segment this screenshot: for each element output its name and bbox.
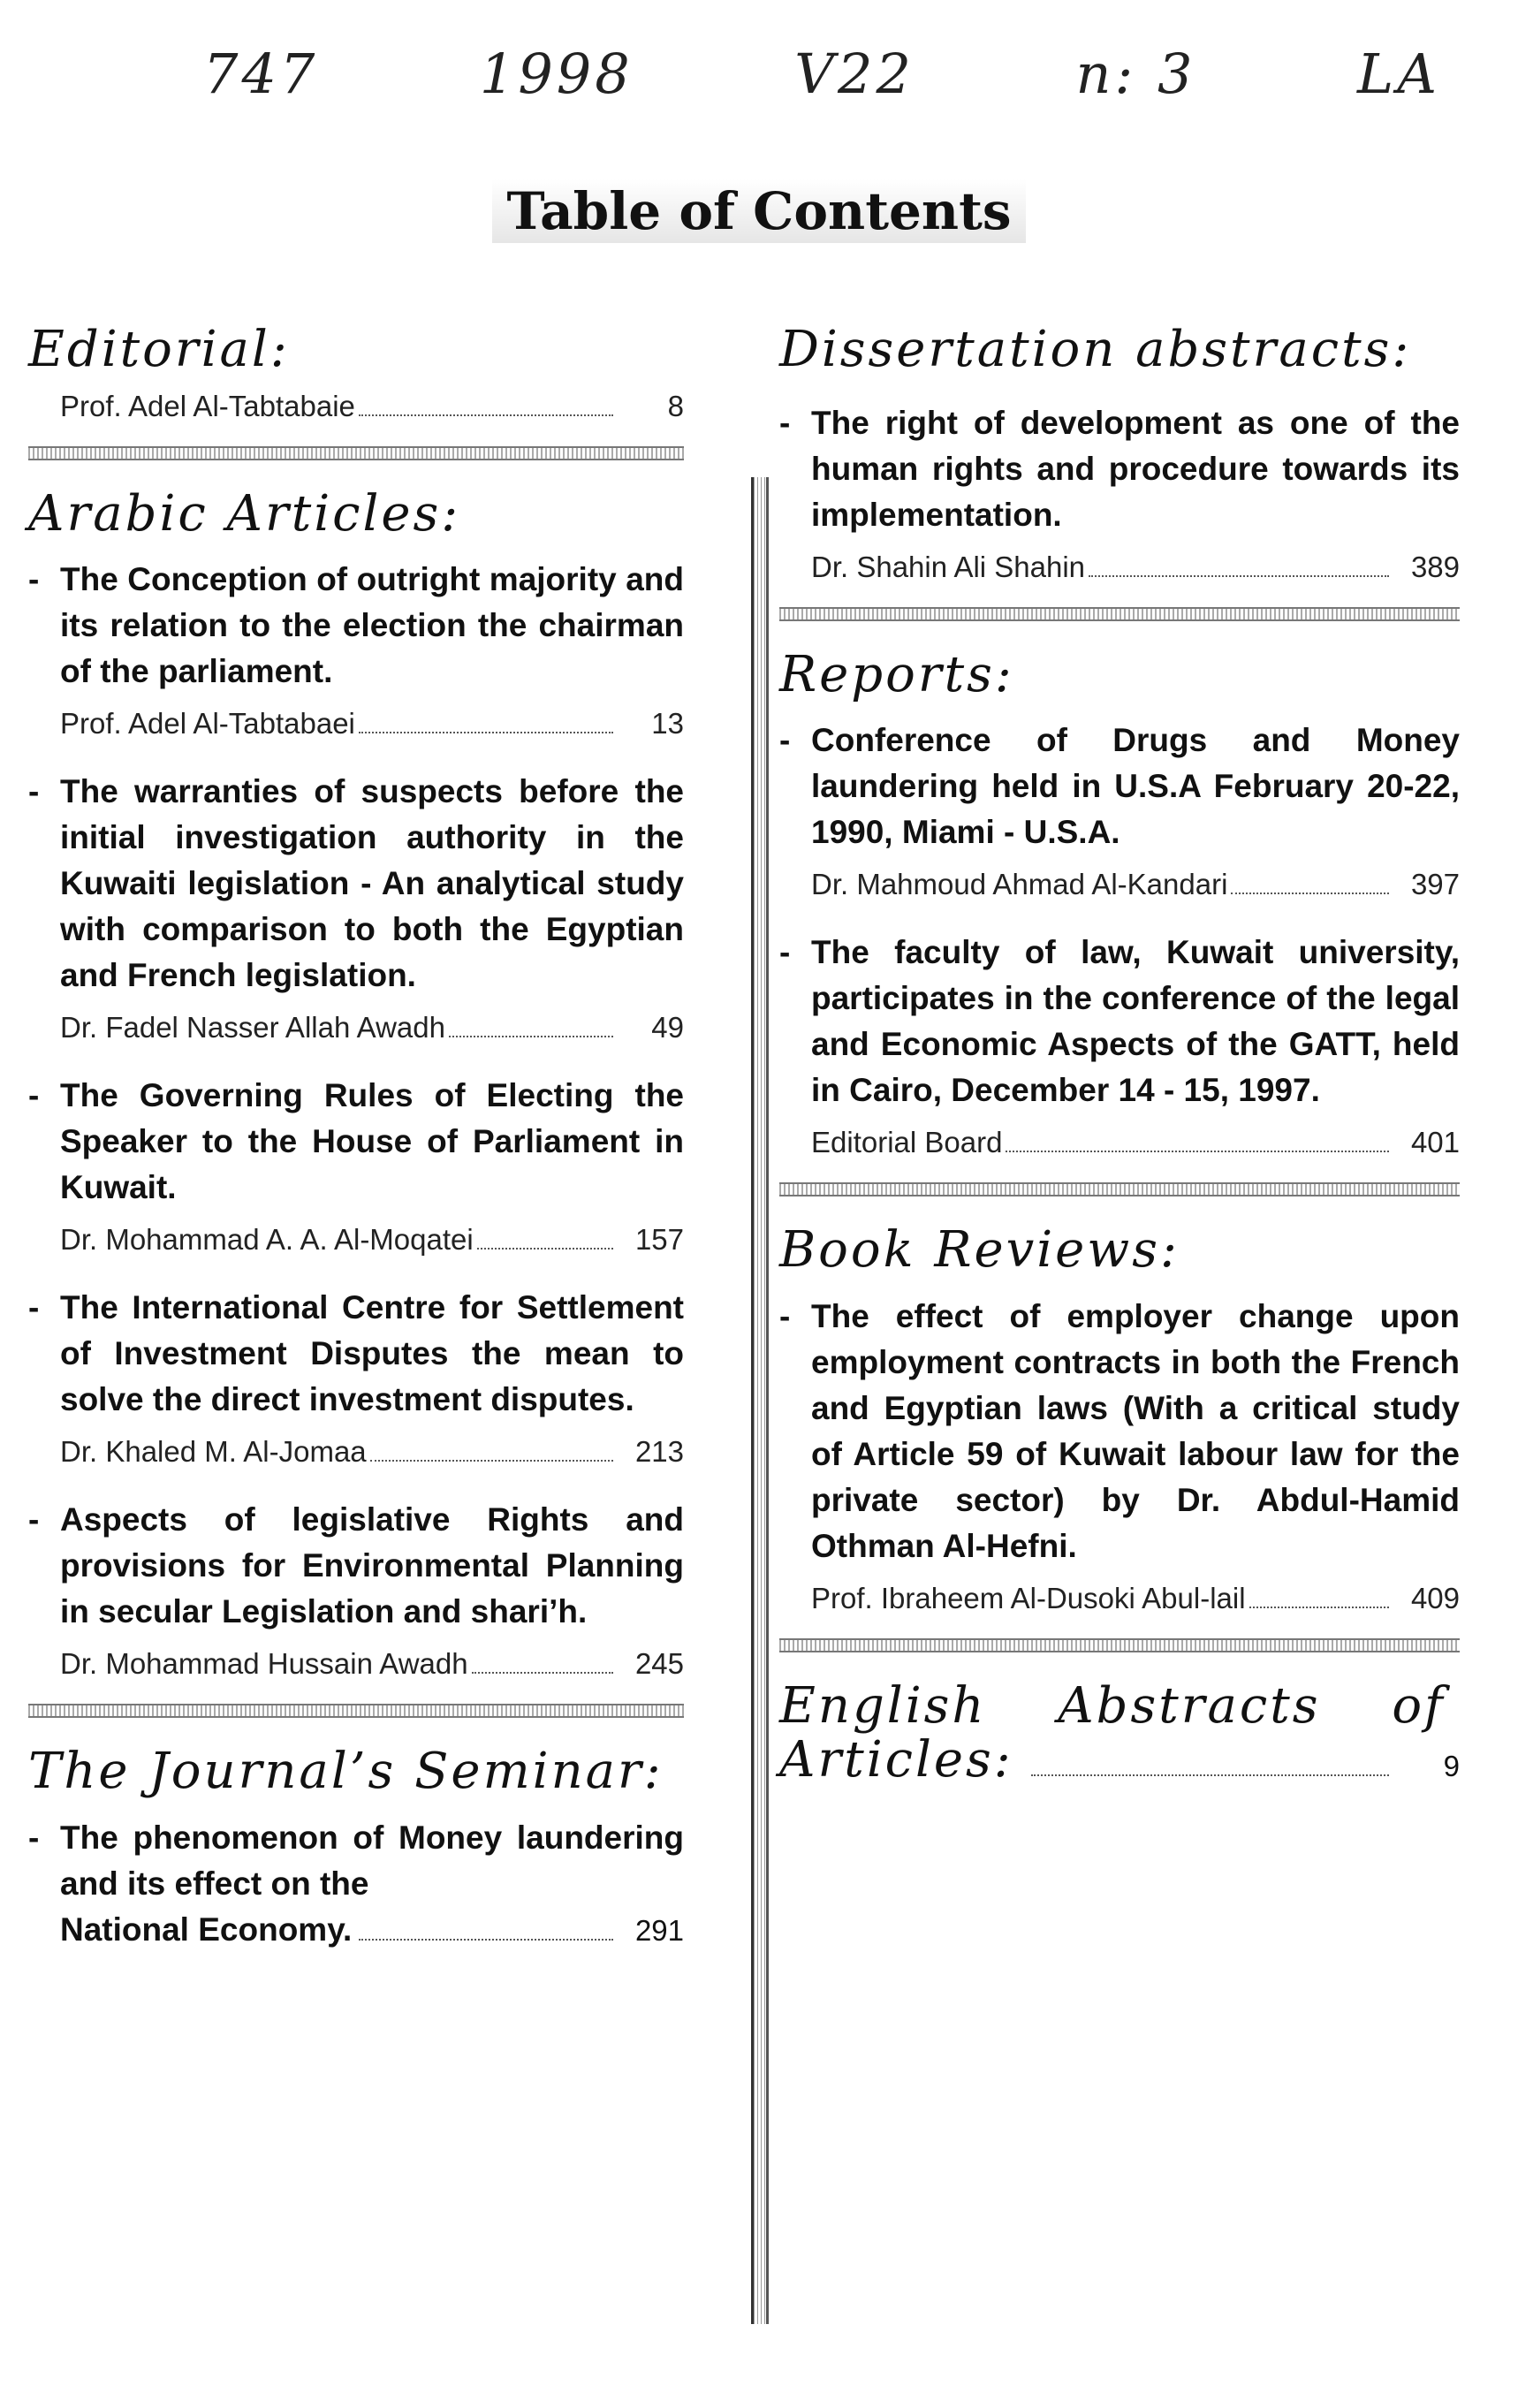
entry-author: Editorial Board bbox=[811, 1126, 1003, 1159]
leader-dots bbox=[359, 732, 613, 733]
entry-page: 397 bbox=[1410, 868, 1460, 901]
toc-entry[interactable]: - Aspects of legislative Rights and provisions for Environmental Planning in secular Legislation and shari’h. Dr. Mohammad Hussain Awadh 245 bbox=[28, 1497, 684, 1681]
editorial-section bbox=[28, 323, 684, 423]
english-abstracts-heading: English Abstracts of bbox=[779, 1676, 1446, 1735]
entry-page: 157 bbox=[634, 1223, 684, 1257]
leader-dots bbox=[1089, 575, 1389, 577]
seminar-heading: The Journal’s Seminar: bbox=[28, 1743, 664, 1801]
section-separator bbox=[779, 607, 1460, 621]
entry-page: 49 bbox=[651, 1011, 684, 1044]
column-divider bbox=[751, 477, 769, 2324]
editorial-heading: Editorial: bbox=[28, 321, 290, 378]
arabic-articles-heading: Arabic Articles: bbox=[28, 484, 461, 543]
leader-dots bbox=[449, 1036, 613, 1037]
leader-dots bbox=[472, 1672, 613, 1674]
leader-dots bbox=[359, 1939, 613, 1941]
entry-page: 245 bbox=[634, 1647, 684, 1681]
entry-title: The effect of employer change upon employment contracts in both the French and Egyptian laws (With a critical study of Article 59 of Kuwait labour law for the private sector) by Dr. Abdul-Hamid Othman Al-Hefni. bbox=[811, 1297, 1460, 1564]
toc-entry[interactable]: - Conference of Drugs and Money laundering held in U.S.A February 20-22, 1990, Miami - U.S.A. Dr. Mahmoud Ahmad Al-Kandari 397 bbox=[779, 718, 1460, 901]
entry-title: The Governing Rules of Electing the Speaker to the House of Parliament in Kuwait. bbox=[60, 1077, 684, 1206]
toc-entry[interactable]: - The effect of employer change upon employment contracts in both the French and Egyptian laws (With a critical study of Article 59 of Kuwait labour law for the private sector) by Dr. Abdul-Hamid Othman Al-Hefni. Prof. Ibraheem Al-Dusoki Abul-lail 409 bbox=[779, 1294, 1460, 1615]
entry-page: 13 bbox=[651, 707, 684, 741]
entry-title-end: National Economy. bbox=[60, 1910, 353, 1948]
book-reviews-section bbox=[779, 1223, 1460, 1615]
leader-dots bbox=[477, 1248, 613, 1250]
handwritten-note-3: n: 3 bbox=[1075, 41, 1196, 106]
toc-entry[interactable]: - The Governing Rules of Electing the Speaker to the House of Parliament in Kuwait. Dr. Mohammad A. A. Al-Moqatei 157 bbox=[28, 1073, 684, 1257]
handwritten-note-4: LA bbox=[1357, 41, 1440, 106]
page-title-text: Table of Contents bbox=[492, 179, 1025, 243]
handwritten-note-0: 747 bbox=[203, 41, 319, 106]
editorial-page: 8 bbox=[667, 389, 684, 422]
entry-page: 401 bbox=[1410, 1126, 1460, 1159]
leader-dots bbox=[1006, 1151, 1389, 1152]
section-separator bbox=[28, 446, 684, 460]
toc-entry[interactable]: - The Conception of outright majority and its relation to the election the chairman of the parliament. Prof. Adel Al-Tabtabaei 13 bbox=[28, 557, 684, 741]
entry-author: Prof. Ibraheem Al-Dusoki Abul-lail bbox=[811, 1581, 1246, 1614]
english-abstracts-heading-end: Articles: bbox=[779, 1731, 1013, 1789]
section-separator bbox=[779, 1182, 1460, 1196]
entry-page: 213 bbox=[634, 1435, 684, 1469]
leader-dots bbox=[1031, 1774, 1389, 1776]
entry-title: Aspects of legislative Rights and provisions for Environmental Planning in secular Legislation and shari’h. bbox=[60, 1501, 684, 1630]
entry-page: 389 bbox=[1410, 550, 1460, 583]
editorial-entry[interactable] bbox=[28, 390, 684, 423]
toc-entry[interactable]: - The warranties of suspects before the initial investigation authority in the Kuwaiti legislation - An analytical study with comparison to both the Egyptian and French legislation. Dr. Fadel Nasser Allah Awadh 49 bbox=[28, 769, 684, 1044]
entry-author: Dr. Mahmoud Ahmad Al-Kandari bbox=[811, 868, 1228, 901]
entry-title: The International Centre for Settlement of Investment Disputes the mean to solve the direct investment disputes. bbox=[60, 1289, 684, 1418]
leader-dots bbox=[370, 1460, 613, 1462]
entry-title: The faculty of law, Kuwait university, participates in the conference of the legal and Economic Aspects of the GATT, held in Cairo, December 14 - 15, 1997. bbox=[811, 934, 1460, 1109]
toc-entry[interactable]: - The faculty of law, Kuwait university, participates in the conference of the legal and Economic Aspects of the GATT, held in Cairo, December 14 - 15, 1997. Editorial Board 401 bbox=[779, 930, 1460, 1159]
entry-author: Dr. Mohammad Hussain Awadh bbox=[60, 1647, 468, 1681]
leader-dots bbox=[359, 414, 613, 416]
arabic-articles-section bbox=[28, 484, 684, 1682]
entry-author: Dr. Mohammad A. A. Al-Moqatei bbox=[60, 1223, 474, 1257]
reports-heading: Reports: bbox=[779, 645, 1014, 703]
leader-dots bbox=[1249, 1607, 1389, 1608]
right-column bbox=[779, 323, 1460, 1789]
book-reviews-heading: Book Reviews: bbox=[779, 1221, 1180, 1280]
english-abstracts-page: 9 bbox=[1443, 1750, 1460, 1783]
entry-author: Prof. Adel Al-Tabtabaei bbox=[60, 707, 355, 741]
entry-page: 409 bbox=[1410, 1581, 1460, 1614]
leader-dots bbox=[1231, 893, 1389, 894]
entry-title: The Conception of outright majority and its relation to the election the chairman of the parliament. bbox=[60, 561, 684, 690]
dissertation-heading: Dissertation abstracts: bbox=[779, 321, 1412, 378]
entry-page: 291 bbox=[634, 1913, 684, 1947]
english-abstracts-section[interactable] bbox=[779, 1676, 1460, 1789]
dissertation-section bbox=[779, 323, 1460, 584]
entry-title: Conference of Drugs and Money laundering held in U.S.A February 20-22, 1990, Miami - U.S.A. bbox=[811, 722, 1460, 851]
handwritten-note-1: 1998 bbox=[479, 41, 634, 106]
page-title bbox=[0, 181, 1518, 241]
seminar-section bbox=[28, 1744, 684, 1954]
left-column bbox=[28, 323, 684, 1982]
toc-entry[interactable]: - The International Centre for Settlement of Investment Disputes the mean to solve the direct investment disputes. Dr. Khaled M. Al-Jomaa 213 bbox=[28, 1285, 684, 1469]
entry-author: Dr. Fadel Nasser Allah Awadh bbox=[60, 1011, 445, 1044]
entry-title: The phenomenon of Money laundering and its effect on the bbox=[60, 1819, 684, 1902]
handwritten-annotation bbox=[203, 34, 1440, 113]
section-separator bbox=[779, 1638, 1460, 1652]
entry-title: The warranties of suspects before the initial investigation authority in the Kuwaiti legislation - An analytical study with comparison to both the Egyptian and French legislation. bbox=[60, 773, 684, 994]
toc-entry[interactable]: - The phenomenon of Money laundering and its effect on the National Economy. 291 bbox=[28, 1815, 684, 1954]
toc-entry[interactable]: - The right of development as one of the human rights and procedure towards its implementation. Dr. Shahin Ali Shahin 389 bbox=[779, 400, 1460, 584]
section-separator bbox=[28, 1704, 684, 1718]
entry-author: Dr. Shahin Ali Shahin bbox=[811, 550, 1086, 583]
editorial-author: Prof. Adel Al-Tabtabaie bbox=[60, 389, 355, 422]
entry-title: The right of development as one of the human rights and procedure towards its implementation. bbox=[811, 404, 1460, 533]
handwritten-note-2: V22 bbox=[794, 41, 915, 106]
entry-author: Dr. Khaled M. Al-Jomaa bbox=[60, 1435, 367, 1469]
reports-section bbox=[779, 645, 1460, 1160]
